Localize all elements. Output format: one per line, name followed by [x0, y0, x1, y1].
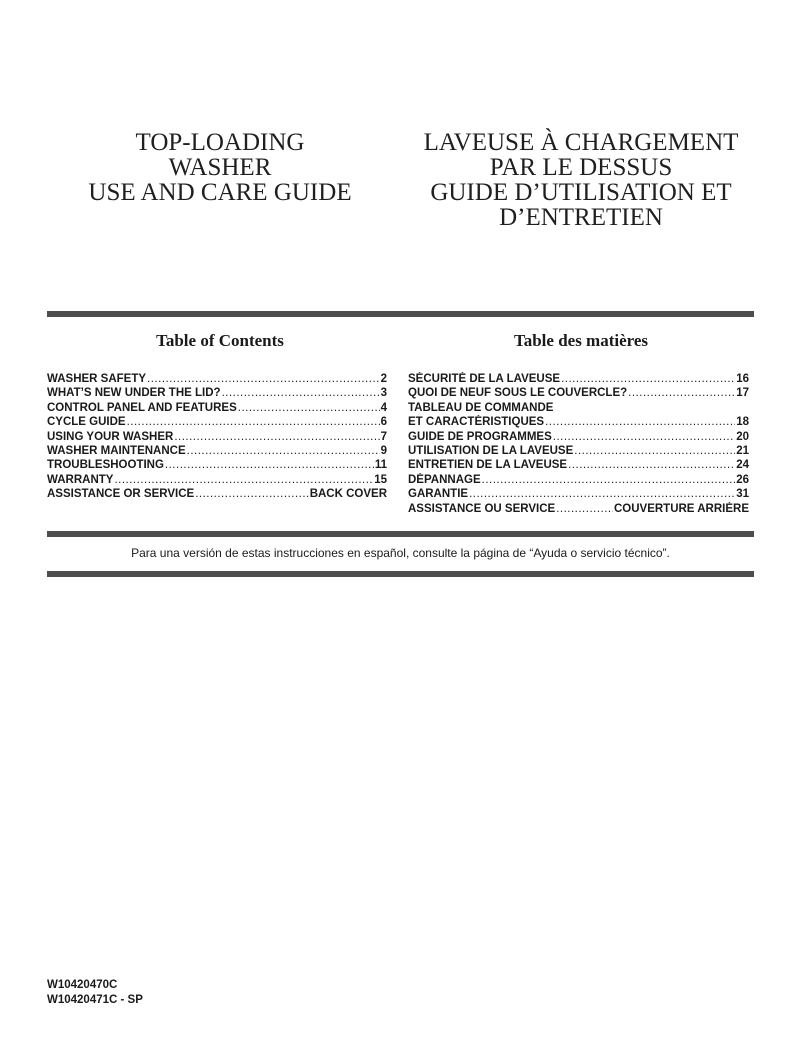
document-number: W10420471C - SP	[47, 993, 143, 1006]
toc-item-label: ASSISTANCE OR SERVICE	[47, 488, 195, 501]
title-line: D’ENTRETIEN	[499, 204, 663, 231]
toc-leader-dots	[147, 372, 380, 386]
toc-item-label: QUOI DE NEUF SOUS LE COUVERCLE?	[408, 387, 628, 400]
toc-leader-dots	[574, 444, 735, 458]
toc-item-label: USING YOUR WASHER	[47, 430, 174, 443]
toc-item-page: 17	[736, 387, 749, 400]
title-line: WASHER	[168, 154, 272, 181]
toc-leader-dots	[174, 430, 379, 444]
toc-item[interactable]	[408, 415, 749, 429]
toc-item-page: 6	[380, 416, 387, 429]
title-english	[48, 130, 392, 205]
toc-item[interactable]	[408, 473, 749, 487]
toc-item-label: TROUBLESHOOTING	[47, 459, 164, 472]
toc-heading-french: Table des matières	[513, 331, 649, 350]
toc-leader-dots	[556, 502, 613, 516]
toc-item[interactable]	[408, 458, 749, 472]
toc-item-label: SÉCURITÉ DE LA LAVEUSE	[408, 373, 561, 385]
toc-list-english	[47, 372, 387, 502]
divider-middle	[47, 531, 754, 537]
title-line: USE AND CARE GUIDE	[88, 179, 352, 206]
toc-item-page: 31	[736, 488, 749, 501]
title-line: LAVEUSE À CHARGEMENT	[423, 129, 739, 156]
toc-leader-dots	[628, 386, 735, 400]
toc-item-page: 20	[736, 430, 749, 443]
toc-item-page: 4	[380, 401, 387, 414]
toc-item[interactable]	[47, 473, 387, 487]
toc-item-label: ET CARACTÉRISTIQUES	[408, 416, 545, 429]
toc-item[interactable]	[408, 386, 749, 400]
toc-item[interactable]	[408, 430, 749, 444]
toc-item-label: WASHER SAFETY	[47, 373, 147, 385]
divider-top	[47, 311, 754, 317]
toc-leader-dots	[195, 487, 309, 501]
toc-leader-dots	[127, 415, 380, 429]
toc-item-label: ENTRETIEN DE LA LAVEUSE	[408, 459, 568, 472]
toc-leader-dots	[187, 444, 380, 458]
toc-item[interactable]	[47, 444, 387, 458]
toc-item-page: 15	[374, 473, 387, 486]
toc-item-label: WHAT’S NEW UNDER THE LID?	[47, 387, 221, 400]
toc-item[interactable]	[408, 372, 749, 386]
toc-item[interactable]	[47, 372, 387, 386]
toc-item-label: WASHER MAINTENANCE	[47, 444, 186, 457]
toc-item-page: 7	[380, 430, 387, 443]
toc-leader-dots	[568, 458, 735, 472]
divider-bottom	[47, 571, 754, 577]
toc-item-page: COUVERTURE ARRIÈRE	[613, 502, 749, 515]
title-line: PAR LE DESSUS	[489, 154, 673, 181]
toc-item-label: TABLEAU DE COMMANDE	[408, 401, 554, 414]
toc-item-label: GARANTIE	[408, 488, 469, 501]
toc-item[interactable]	[47, 430, 387, 444]
toc-leader-dots	[165, 458, 374, 472]
toc-leader-dots	[469, 487, 735, 501]
toc-item[interactable]	[408, 401, 749, 415]
toc-item[interactable]	[408, 487, 749, 501]
title-french	[404, 130, 758, 230]
toc-item-label: UTILISATION DE LA LAVEUSE	[408, 444, 574, 457]
toc-leader-dots	[561, 372, 735, 386]
toc-heading-english: Table of Contents	[156, 331, 284, 350]
toc-item-label: CYCLE GUIDE	[47, 416, 126, 429]
spanish-version-note: Para una versión de estas instrucciones en español, consulte la página de “Ayuda o servicio técnico”.	[131, 546, 670, 560]
toc-item-page: 24	[736, 459, 749, 472]
toc-item-page: BACK COVER	[309, 488, 387, 501]
toc-leader-dots	[114, 473, 373, 487]
toc-item[interactable]	[47, 415, 387, 429]
title-line: GUIDE D’UTILISATION ET	[430, 179, 732, 206]
toc-item-page: 18	[736, 416, 749, 429]
toc-item[interactable]	[47, 487, 387, 501]
toc-item-page: 26	[736, 473, 749, 486]
toc-item-page: 2	[380, 373, 387, 385]
toc-leader-dots	[545, 415, 735, 429]
toc-item-label: GUIDE DE PROGRAMMES	[408, 430, 552, 443]
toc-item-label: ASSISTANCE OU SERVICE	[408, 502, 556, 515]
toc-list-french	[408, 372, 749, 516]
toc-item-page: 3	[380, 387, 387, 400]
toc-leader-dots	[482, 473, 736, 487]
toc-leader-dots	[553, 430, 735, 444]
toc-item-page: 16	[736, 373, 749, 385]
toc-item-label: CONTROL PANEL AND FEATURES	[47, 401, 237, 414]
toc-item-page: 9	[380, 444, 387, 457]
toc-item-label: DÉPANNAGE	[408, 473, 481, 486]
document-number: W10420470C	[47, 979, 118, 991]
toc-item-label: WARRANTY	[47, 473, 114, 486]
toc-item[interactable]	[47, 386, 387, 400]
toc-item[interactable]	[47, 401, 387, 415]
toc-item[interactable]	[408, 444, 749, 458]
toc-leader-dots	[222, 386, 380, 400]
title-line: TOP-LOADING	[135, 129, 305, 156]
toc-item[interactable]	[47, 458, 387, 472]
document-numbers	[47, 978, 143, 1007]
toc-leader-dots	[238, 401, 380, 415]
toc-item[interactable]	[408, 502, 749, 516]
toc-item-page: 21	[736, 444, 749, 457]
toc-item-page: 11	[374, 459, 387, 472]
